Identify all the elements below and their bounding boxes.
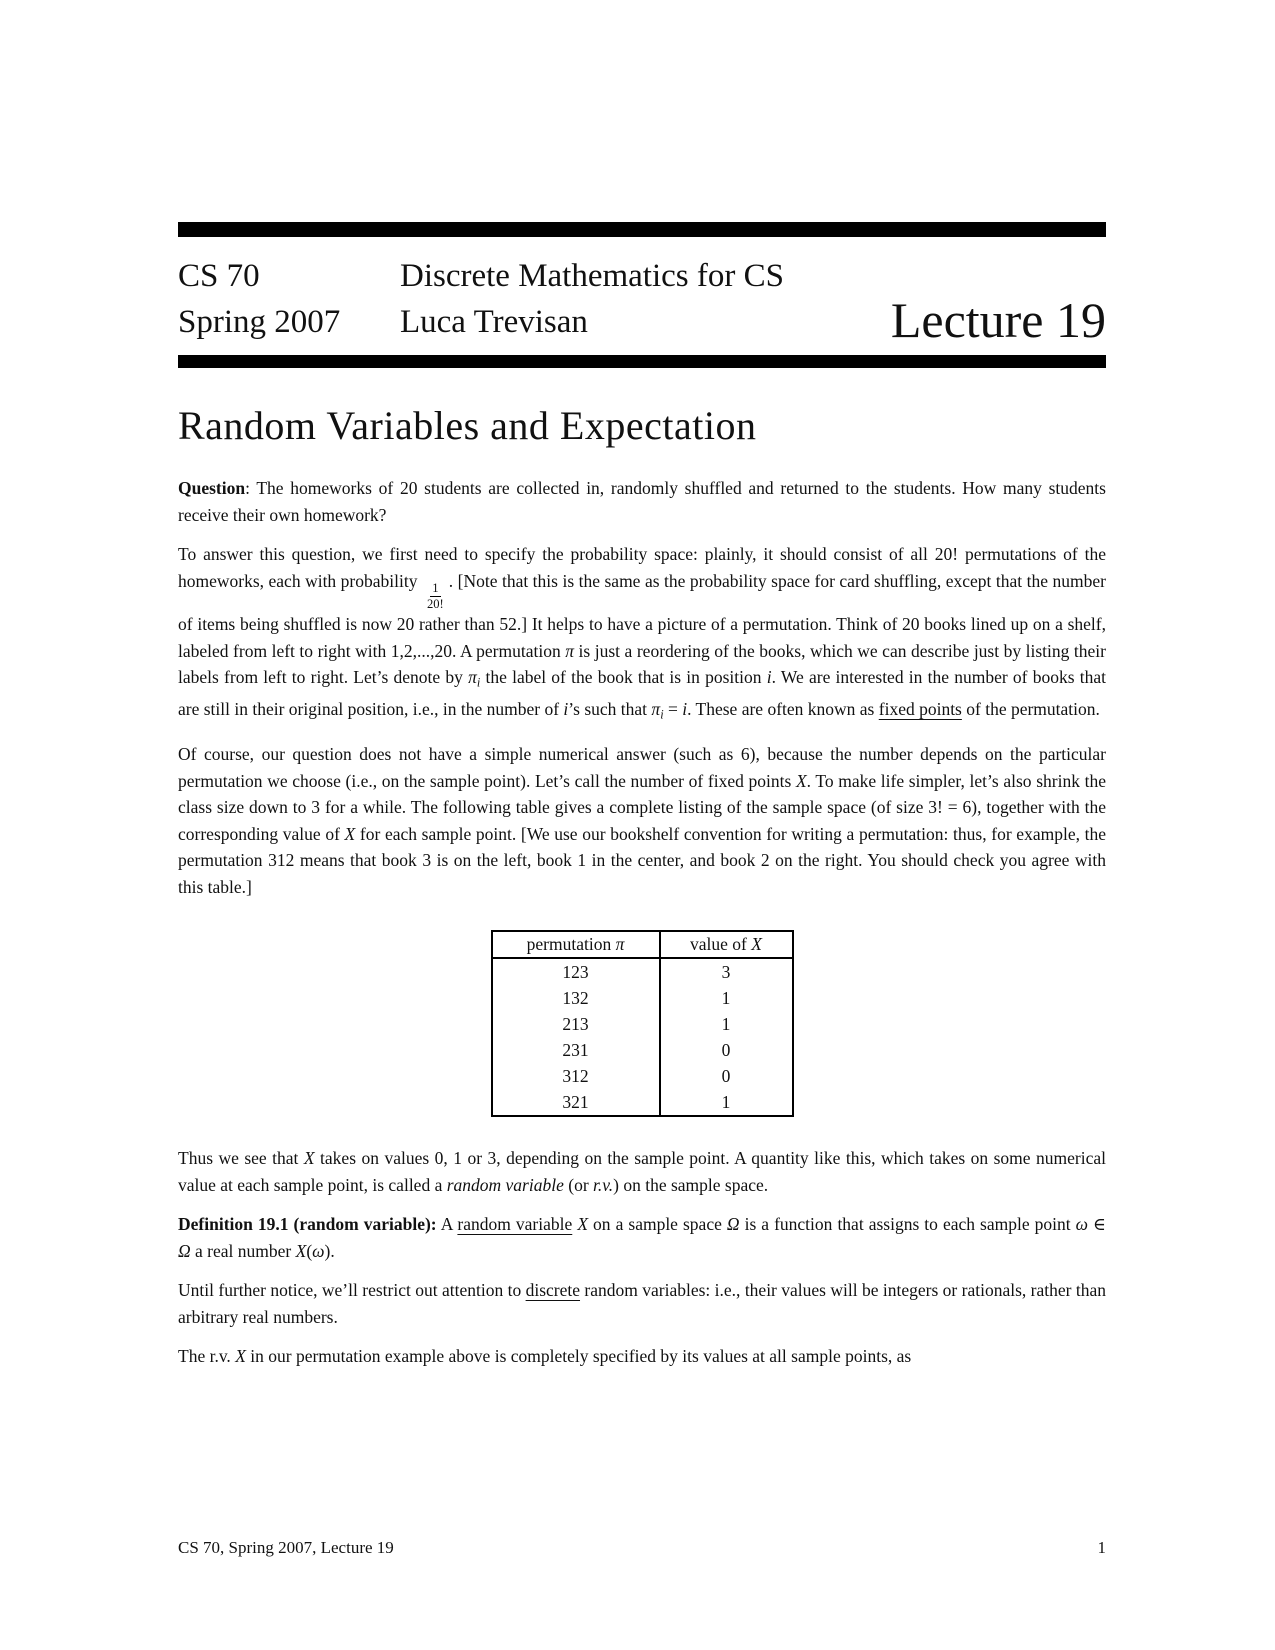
table-cell-permutation: 213 xyxy=(492,1011,660,1037)
table-row xyxy=(492,1089,793,1116)
permutation-table xyxy=(491,930,794,1117)
course-code: CS 70 xyxy=(178,258,260,294)
lecture-number: Lecture 19 xyxy=(890,292,1106,348)
table-row xyxy=(492,958,793,985)
table-cell-permutation: 231 xyxy=(492,1037,660,1063)
paragraph-fixed-points: Of course, our question does not have a simple numerical answer (such as 6), because the number depends on the particular permutation we choose (i.e., on the sample point). Let’s call the number of fixed points X. To make life simpler, let’s also shrink the class size down to 3 for a while. The following table gives a complete listing of the sample space (of size 3! = 6), together with the corresponding value of X for each sample point. [We use our bookshelf convention for writing a permutation: thus, for example, the permutation 312 means that book 3 is on the left, book 1 in the center, and book 2 on the right. You should check you agree with this table.] xyxy=(178,744,1106,897)
paragraph-rv-intro: Thus we see that X takes on values 0, 1 or 3, depending on the sample point. A quantity like this, which takes on some numerical value at each sample point, is called a random variable (or r.v.) on the sample space. xyxy=(178,1148,1106,1195)
header-course-block xyxy=(178,253,400,345)
table-cell-permutation: 312 xyxy=(492,1063,660,1089)
table-row xyxy=(492,1063,793,1089)
header-title-block xyxy=(400,253,891,345)
document-page xyxy=(178,0,1106,1370)
table-cell-value: 1 xyxy=(721,1014,731,1035)
header-rule-bottom xyxy=(178,355,1106,368)
table-row xyxy=(492,1011,793,1037)
page-footer xyxy=(178,1538,1106,1558)
paragraph-question: Question: The homeworks of 20 students are collected in, randomly shuffled and returned to the students. How many students receive their own homework? xyxy=(178,478,1106,525)
table-cell-permutation: 132 xyxy=(492,985,660,1011)
course-term: Spring 2007 xyxy=(178,304,341,340)
table-header-row xyxy=(492,931,793,958)
instructor-name: Luca Trevisan xyxy=(400,304,588,340)
footer-lecture-info: CS 70, Spring 2007, Lecture 19 xyxy=(178,1538,394,1557)
paragraph-rv-specified: The r.v. X in our permutation example above is completely specified by its values at all sample points, as xyxy=(178,1346,912,1367)
header-rule-top xyxy=(178,222,1106,237)
paragraph-discrete-note: Until further notice, we’ll restrict out attention to discrete random variables: i.e., their values will be integers or rationals, rather than arbitrary real numbers. xyxy=(178,1280,1106,1327)
table-cell-value: 0 xyxy=(721,1040,731,1061)
table-cell-value: 3 xyxy=(721,962,731,983)
table-header-value: value of X xyxy=(660,931,793,958)
table-cell-permutation: 321 xyxy=(492,1089,660,1116)
lecture-header xyxy=(178,237,1106,355)
paragraph-probability-space: To answer this question, we first need to specify the probability space: plainly, it should consist of all 20! permutations of the homeworks, each with probability $\frac{1}{20!}$ . [Note that this is the same as the probability space for card shuffling, except that the number of items being shuffled is now 20 rather than 52.] It helps to have a picture of a permutation. Think of 20 books lined up on a shelf, labeled from left to right with 1,2,...,20. A permutation π is just a reordering of the books, which we can describe just by listing their labels from left to right. Let’s denote by $\pi_i$ the label of the book that is in position i. We are interested in the number of books that are still in their original position, i.e., in the number of i’s such that $\pi_i = i$. These are often known as fixed points of the permutation. xyxy=(178,544,1107,722)
table-row xyxy=(492,1037,793,1063)
page-title: Random Variables and Expectation xyxy=(178,403,757,448)
table-cell-value: 1 xyxy=(721,988,731,1009)
table-row xyxy=(492,985,793,1011)
table-cell-value: 1 xyxy=(721,1092,731,1113)
table-header-permutation: permutation π xyxy=(492,931,660,958)
footer-page-number: 1 xyxy=(1097,1538,1106,1557)
course-title: Discrete Mathematics for CS xyxy=(400,258,784,294)
table-cell-value: 0 xyxy=(721,1066,731,1087)
paragraph-definition: Definition 19.1 (random variable): A random variable X on a sample space Ω is a function that assigns to each sample point ω ∈ Ω a real number X(ω). xyxy=(178,1214,1107,1261)
table-cell-permutation: 123 xyxy=(492,958,660,985)
